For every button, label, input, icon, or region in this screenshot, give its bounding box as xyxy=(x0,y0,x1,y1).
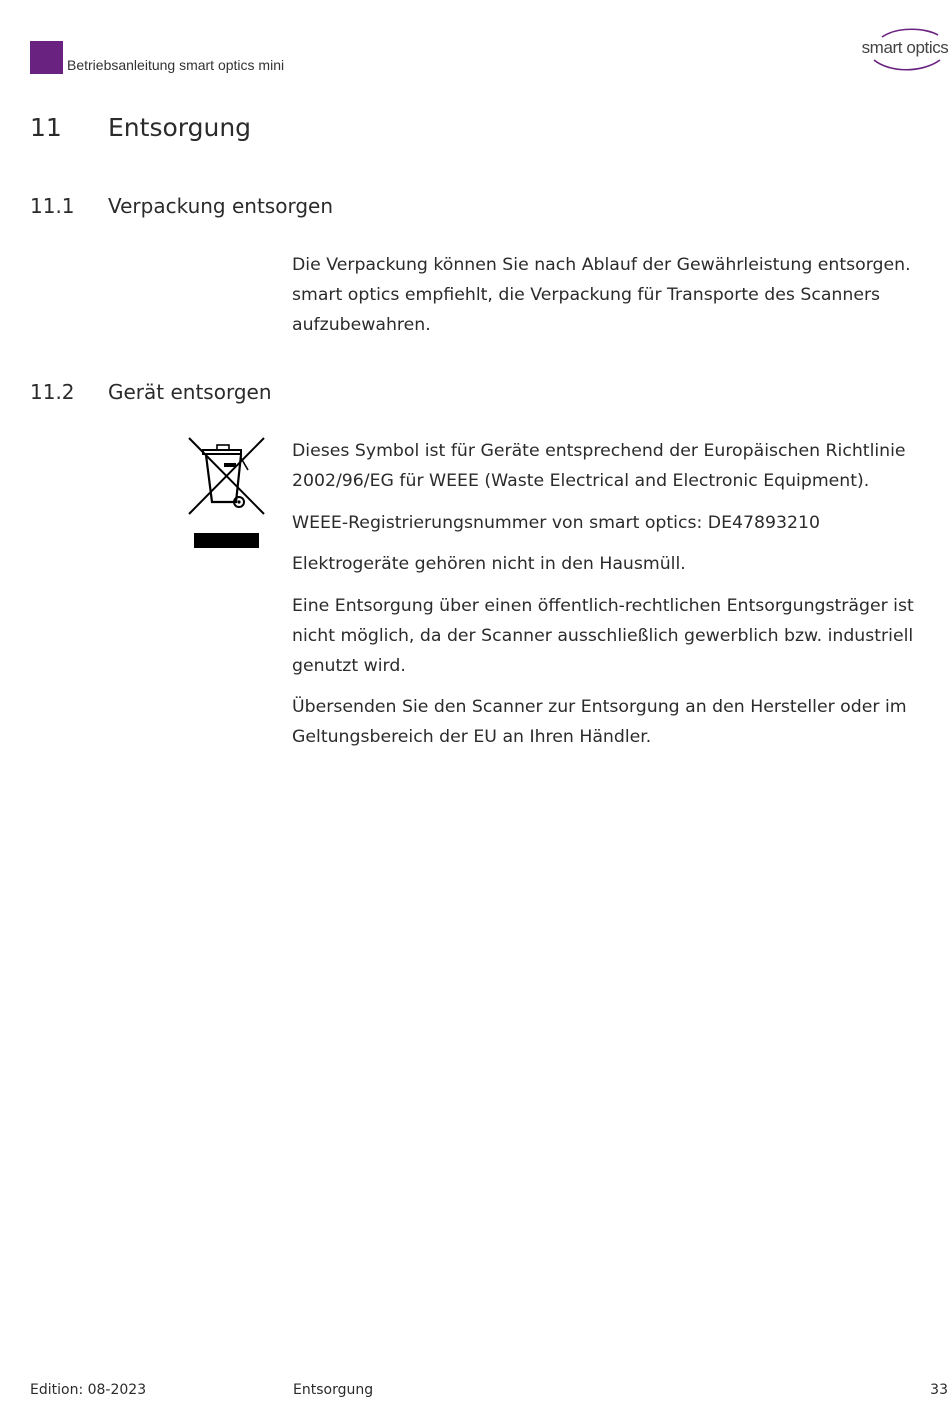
packaging-paragraph: Die Verpackung können Sie nach Ablauf der Gewährleistung entsorgen. smart optics empfiehlt, die Verpackung für Transporte des Scanners aufzubewahren. xyxy=(292,255,911,335)
return-scanner-paragraph: Übersenden Sie den Scanner zur Entsorgung an den Hersteller oder im Geltungsbereich der EU an Ihren Händler. xyxy=(292,697,907,747)
section-title: Gerät entsorgen xyxy=(108,380,272,404)
smart-optics-logo xyxy=(860,27,950,73)
section-title: Verpackung entsorgen xyxy=(108,194,333,218)
weee-registration-paragraph: WEEE-Registrierungsnummer von smart optics: DE47893210 xyxy=(292,513,820,533)
public-disposal-paragraph: Eine Entsorgung über einen öffentlich-rechtlichen Entsorgungsträger ist nicht möglich, da der Scanner ausschließlich gewerblich bzw. industriell genutzt wird. xyxy=(292,596,914,676)
household-waste-paragraph: Elektrogeräte gehören nicht in den Hausmüll. xyxy=(292,554,686,574)
footer-section: Entsorgung xyxy=(293,1382,374,1398)
weee-symbol-paragraph: Dieses Symbol ist für Geräte entsprechend der Europäischen Richtlinie 2002/96/EG für WEEE (Waste Electrical and Electronic Equipment). xyxy=(292,441,906,491)
section-number: 11.2 xyxy=(30,380,75,404)
chapter-number: 11 xyxy=(30,113,62,142)
footer-edition: Edition: 08-2023 xyxy=(30,1382,147,1398)
chapter-title: Entsorgung xyxy=(108,113,252,142)
weee-crossed-bin-icon xyxy=(186,436,268,550)
section-number: 11.1 xyxy=(30,194,75,218)
header-brand-square xyxy=(30,41,63,74)
header-title: Betriebsanleitung smart optics mini xyxy=(67,57,285,73)
footer-page-number: 33 xyxy=(930,1382,948,1398)
logo-text: smart optics xyxy=(861,38,949,57)
